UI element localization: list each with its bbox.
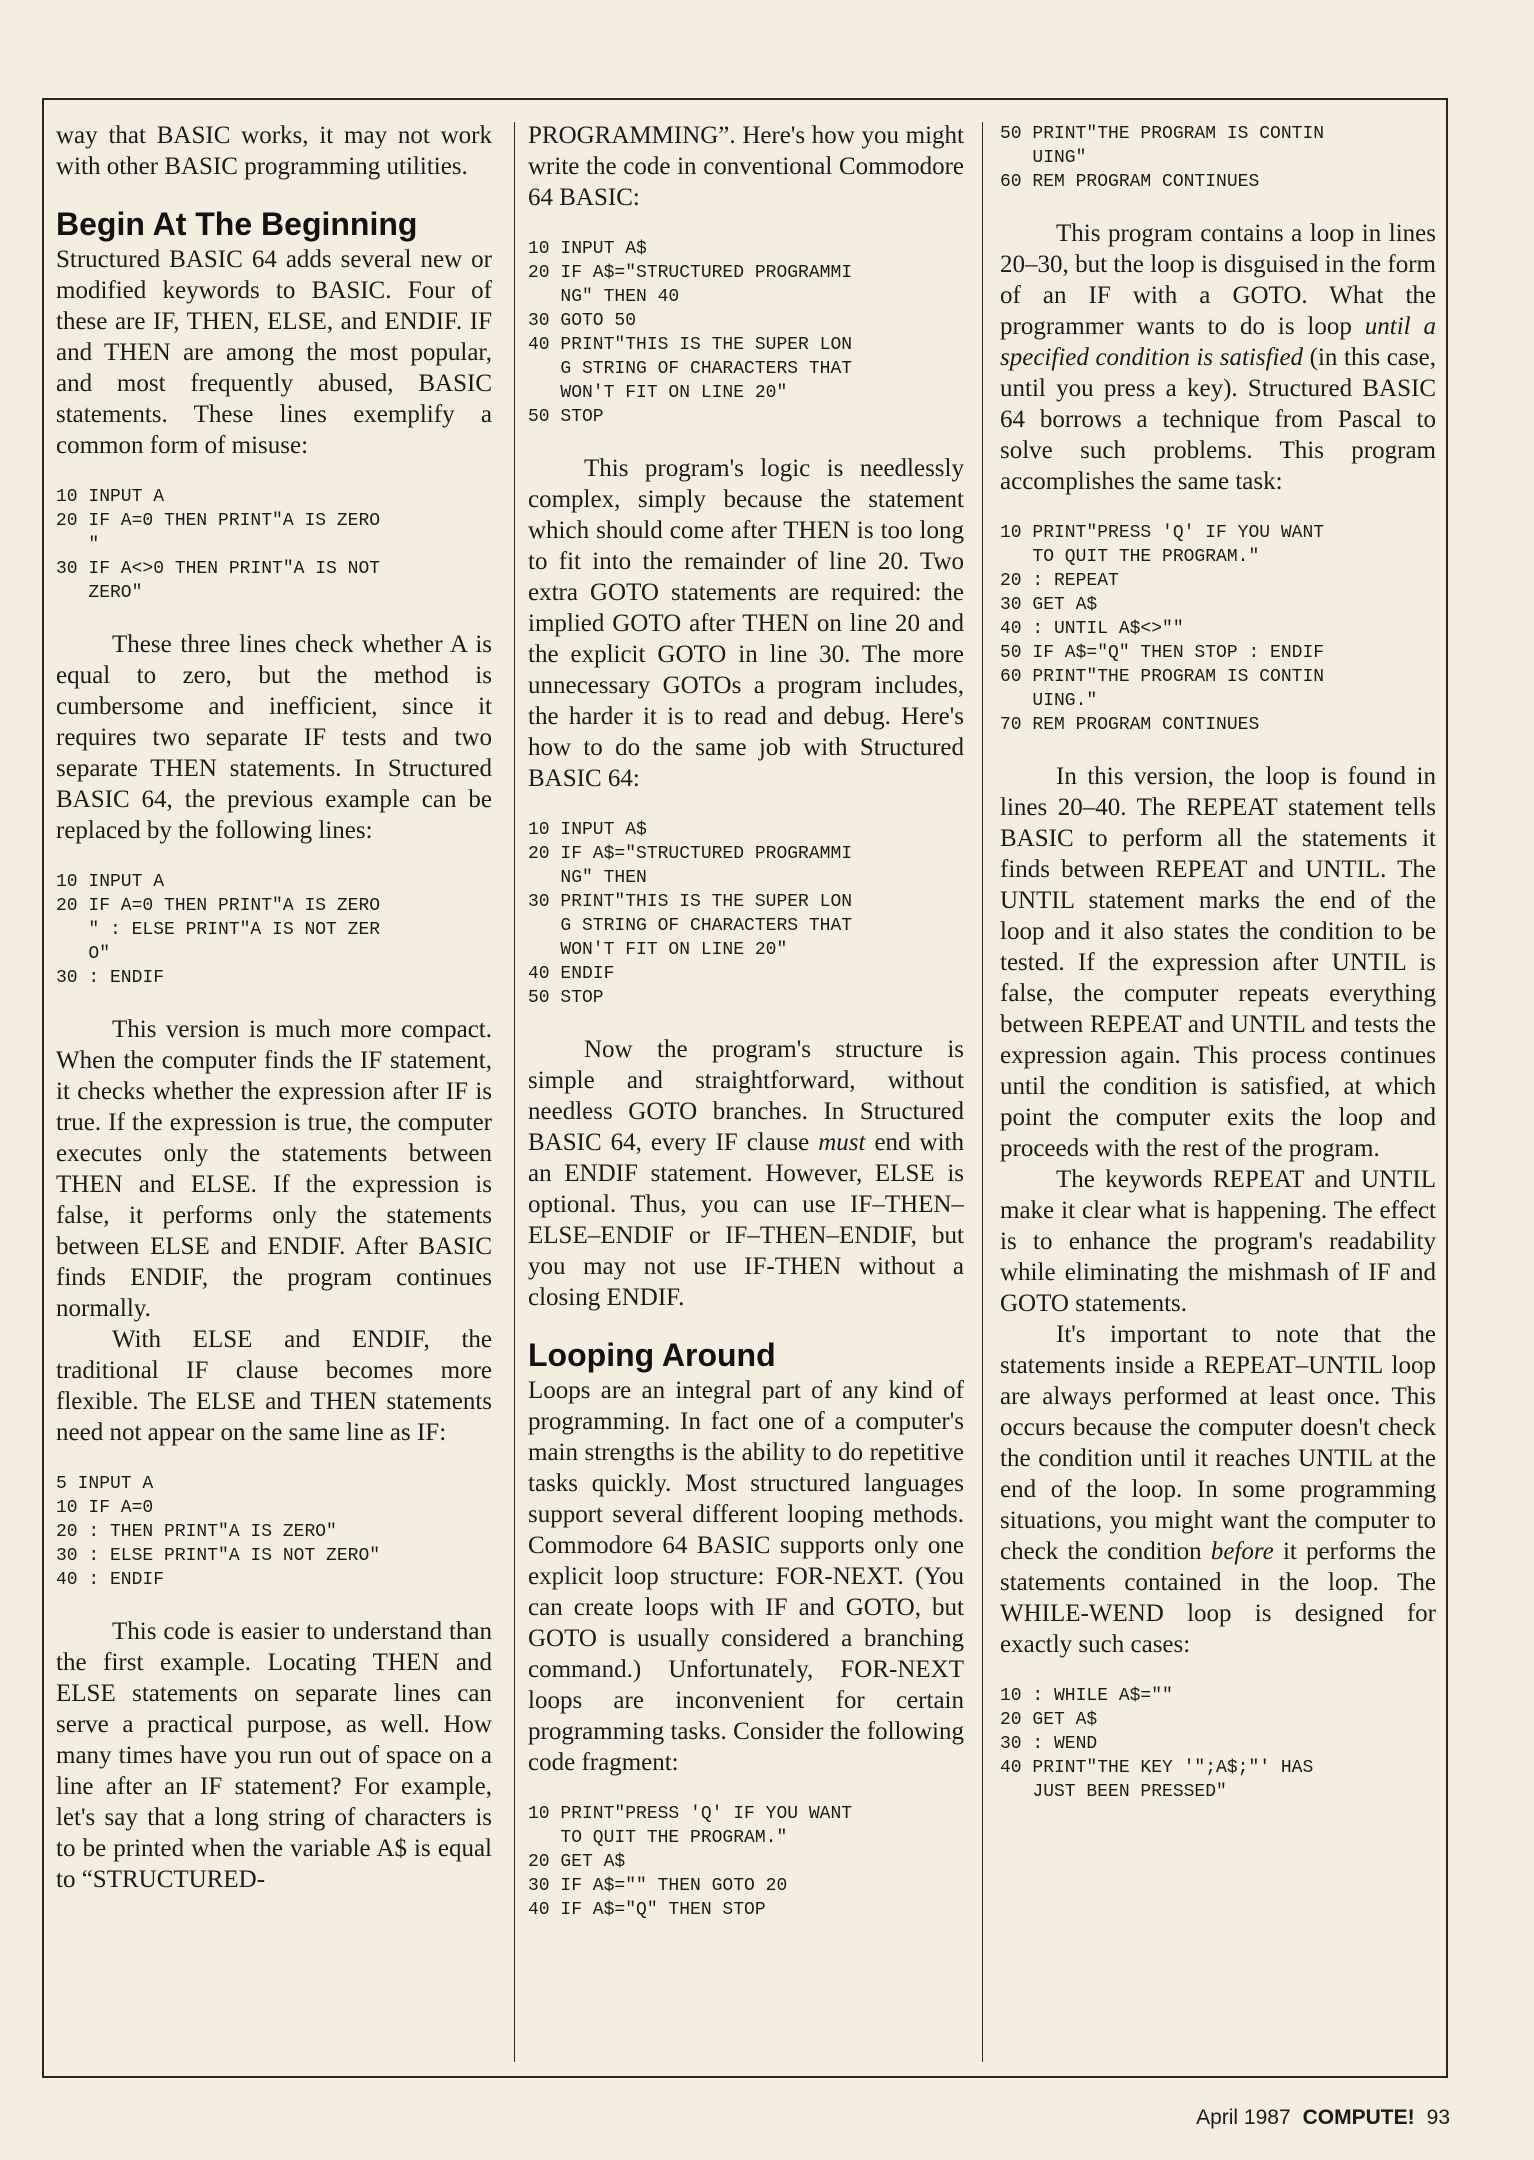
paragraph	[1000, 218, 1436, 497]
paragraph: Structured BASIC 64 adds several new or modified keywords to BASIC. Four of these are IF, THEN, ELSE, and ENDIF. IF and THEN are among the most popular, and most frequently abused, BASIC statements. These lines exemplify a common form of misuse:	[56, 246, 492, 459]
paragraph: With ELSE and ENDIF, the traditional IF clause becomes more flexible. The ELSE and THEN statements need not appear on the same line as IF:	[56, 1326, 492, 1446]
emphasis: until a specified condition is satisfied	[1000, 313, 1436, 371]
column-rule	[982, 122, 983, 2062]
code-listing: 5 INPUT A 10 IF A=0 20 : THEN PRINT"A IS ZERO" 30 : ELSE PRINT"A IS NOT ZERO" 40 : ENDIF	[56, 1474, 381, 1590]
text-run: It's important to note that the statements inside a REPEAT–UNTIL loop are always performed at least once. This occurs because the computer doesn't check the condition until it reaches UNTIL at the end of the loop. In some programming situations, you might want the computer to check the condition	[1000, 1321, 1436, 1565]
section-heading: Looping Around	[528, 1337, 776, 1373]
emphasis: before	[1210, 1538, 1274, 1565]
text-run: This program contains a loop in lines 20–30, but the loop is disguised in the form of an IF with a GOTO. What the programmer wants to do is loop	[1000, 220, 1436, 340]
code-listing: 10 PRINT"PRESS 'Q' IF YOU WANT TO QUIT THE PROGRAM." 20 : REPEAT 30 GET A$ 40 : UNTIL A$<>"" 50 IF A$="Q" THEN STOP : ENDIF 60 PRINT"THE PROGRAM IS CONTIN UING." 70 REM PROGRAM CONTINUES	[1000, 523, 1325, 735]
text-run: (in this case, until you press a key). Structured BASIC 64 borrows a technique from Pascal to solve such problems. This program accomplishes the same task:	[1000, 344, 1436, 495]
text-run: it performs the statements contained in the loop. The WHILE-WEND loop is designed for exactly such cases:	[1000, 1538, 1436, 1658]
text-run: end with an ENDIF statement. However, ELSE is optional. Thus, you can use IF–THEN–ELSE–ENDIF or IF–THEN–ENDIF, but you may not use IF-THEN without a closing ENDIF.	[528, 1129, 964, 1311]
paragraph: The keywords REPEAT and UNTIL make it clear what is happening. The effect is to enhance the program's readability while eliminating the mishmash of IF and GOTO statements.	[1000, 1166, 1436, 1317]
code-listing: 10 INPUT A 20 IF A=0 THEN PRINT"A IS ZERO " 30 IF A<>0 THEN PRINT"A IS NOT ZERO"	[56, 487, 381, 603]
page-footer	[1196, 2106, 1450, 2130]
paragraph: Loops are an integral part of any kind of programming. In fact one of a computer's main strengths is the ability to do repetitive tasks quickly. Most structured languages support several different looping methods. Commodore 64 BASIC supports only one explicit loop structure: FOR-NEXT. (You can create loops with IF and GOTO, but GOTO is usually considered a branching command.) Unfortunately, FOR-NEXT loops are inconvenient for certain programming tasks. Consider the following code fragment:	[528, 1377, 964, 1776]
code-listing: 10 INPUT A$ 20 IF A$="STRUCTURED PROGRAMMI NG" THEN 30 PRINT"THIS IS THE SUPER LON G STRING OF CHARACTERS THAT WON'T FIT ON LINE 20" 40 ENDIF 50 STOP	[528, 820, 853, 1008]
column-rule	[514, 122, 515, 2062]
paragraph	[1000, 1319, 1436, 1660]
code-listing: 10 INPUT A 20 IF A=0 THEN PRINT"A IS ZERO " : ELSE PRINT"A IS NOT ZER O" 30 : ENDIF	[56, 872, 381, 988]
code-listing: 10 : WHILE A$="" 20 GET A$ 30 : WEND 40 PRINT"THE KEY '";A$;"' HAS JUST BEEN PRESSED"	[1000, 1686, 1314, 1802]
text-run: Now the program's structure is simple and straightforward, without needless GOTO branches. In Structured BASIC 64, every IF clause	[528, 1036, 964, 1156]
column-2	[528, 120, 964, 2070]
section-heading: Begin At The Beginning	[56, 206, 418, 242]
emphasis: must	[818, 1129, 866, 1156]
paragraph	[528, 1034, 964, 1313]
magazine-name: COMPUTE!	[1302, 2106, 1415, 2129]
paragraph: way that BASIC works, it may not work with other BASIC programming utilities.	[56, 122, 492, 180]
paragraph: This program's logic is needlessly complex, simply because the statement which should come after THEN is too long to fit into the remainder of line 20. Two extra GOTO statements are required: the implied GOTO after THEN on line 20 and the explicit GOTO in line 30. The more unnecessary GOTOs a program includes, the harder it is to read and debug. Here's how to do the same job with Structured BASIC 64:	[528, 455, 964, 792]
paragraph: These three lines check whether A is equal to zero, but the method is cumbersome and inefficient, since it requires two separate IF tests and two separate THEN statements. In Structured BASIC 64, the previous example can be replaced by the following lines:	[56, 631, 492, 844]
paragraph: PROGRAMMING”. Here's how you might write the code in conventional Commodore 64 BASIC:	[528, 122, 964, 211]
code-listing: 10 PRINT"PRESS 'Q' IF YOU WANT TO QUIT THE PROGRAM." 20 GET A$ 30 IF A$="" THEN GOTO 20 40 IF A$="Q" THEN STOP	[528, 1804, 853, 1920]
paragraph: This version is much more compact. When the computer finds the IF statement, it checks whether the expression after IF is true. If the expression is true, the computer executes only the statements between THEN and ELSE. If the expression is false, it performs only the statements between ELSE and ENDIF. After BASIC finds ENDIF, the program continues normally.	[56, 1016, 492, 1322]
column-1	[56, 120, 492, 2070]
column-3	[1000, 120, 1436, 2070]
paragraph: In this version, the loop is found in lines 20–40. The REPEAT statement tells BASIC to perform all the statements it finds between REPEAT and UNTIL. The UNTIL statement marks the end of the loop and it also states the condition to be tested. If the expression after UNTIL is false, the computer repeats everything between REPEAT and UNTIL and tests the expression again. This process continues until the condition is satisfied, at which point the computer exits the loop and proceeds with the rest of the program.	[1000, 763, 1436, 1162]
issue-date: April 1987	[1196, 2106, 1291, 2129]
page-number: 93	[1426, 2106, 1450, 2129]
code-listing: 10 INPUT A$ 20 IF A$="STRUCTURED PROGRAMMI NG" THEN 40 30 GOTO 50 40 PRINT"THIS IS THE SUPER LON G STRING OF CHARACTERS THAT WON'T FIT ON LINE 20" 50 STOP	[528, 239, 853, 427]
paragraph: This code is easier to understand than the first example. Locating THEN and ELSE statements on separate lines can serve a practical purpose, as well. How many times have you run out of space on a line after an IF statement? For example, let's say that a long string of characters is to be printed when the variable A$ is equal to “STRUCTURED-	[56, 1618, 492, 1893]
code-listing: 50 PRINT"THE PROGRAM IS CONTIN UING" 60 REM PROGRAM CONTINUES	[1000, 124, 1325, 192]
